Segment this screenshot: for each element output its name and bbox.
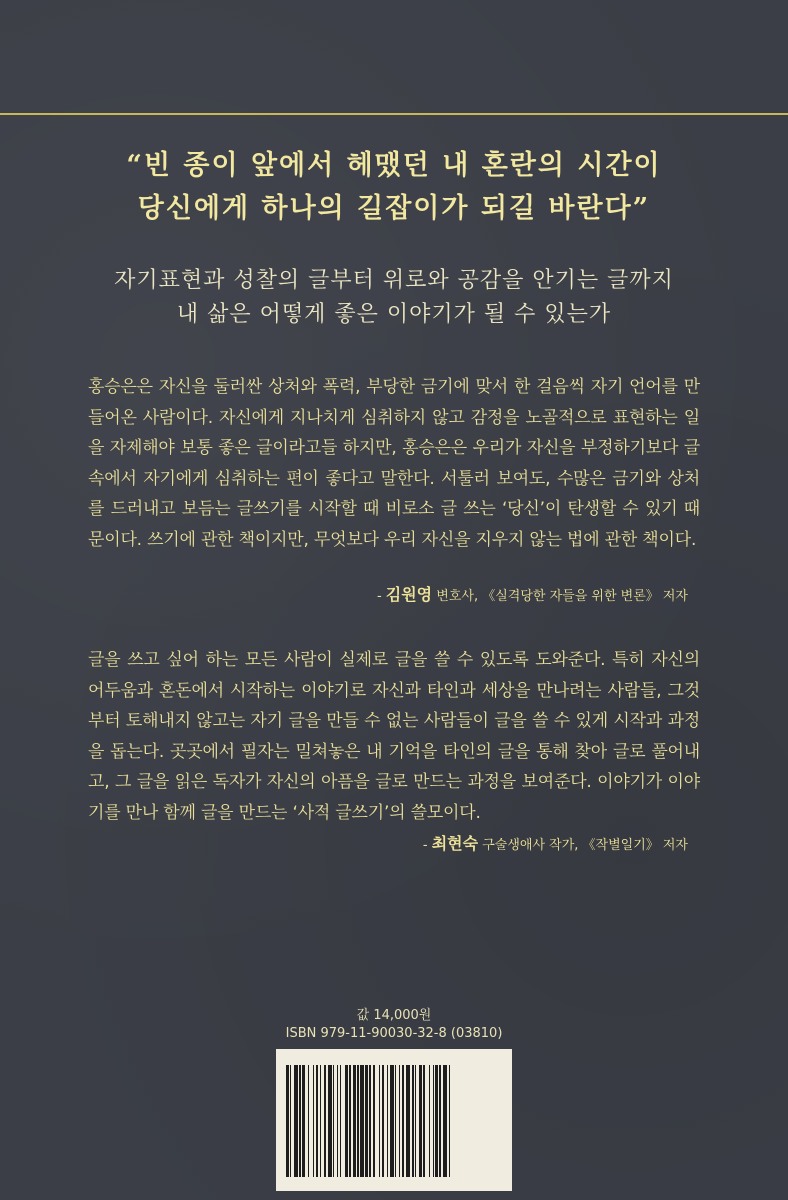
credit-author-role: 구술생애사 작가, 《작별일기》 저자 xyxy=(478,838,688,853)
credit-dash: - xyxy=(422,838,432,853)
review-credit-1 xyxy=(377,582,688,605)
review-paragraph-2: 글을 쓰고 싶어 하는 모든 사람이 실제로 글을 쓸 수 있도록 도와준다. 특히 자신의 어두움과 혼돈에서 시작하는 이야기로 자신과 타인과 세상을 만나려는 사람들, 그것부터 토해내지 않고는 자기 글을 만들 수 없는 사람들이 글을 쓸 수 있게 시작과 과정을 돕는다. 곳곳에서 필자는 밀쳐놓은 내 기억을 타인의 글을 통해 찾아 글로 풀어내고, 그 글을 읽은 독자가 자신의 아픔을 글로 만드는 과정을 보여준다. 이야기가 이야기를 만나 함께 글을 만드는 ‘사적 글쓰기’의 쓸모이다. xyxy=(88,650,700,823)
credit-author-name: 최현숙 xyxy=(431,834,479,853)
review-credit-2 xyxy=(423,831,688,854)
headline-line-2: 당신에게 하나의 길잡이가 되길 바란다” xyxy=(137,193,651,224)
barcode-bar xyxy=(450,1065,453,1177)
barcode xyxy=(276,1049,512,1191)
credit-dash: - xyxy=(376,589,386,604)
headline-line-1: “빈 종이 앞에서 헤맸던 내 혼란의 시간이 xyxy=(126,150,662,181)
credit-author-role: 변호사, 《실격당한 자들을 위한 변론》 저자 xyxy=(432,589,688,604)
top-divider xyxy=(0,113,788,115)
credit-author-name: 김원영 xyxy=(385,585,433,604)
isbn-label: ISBN 979-11-90030-32-8 (03810) xyxy=(285,1026,503,1041)
price-label: 값 14,000원 xyxy=(356,1008,432,1023)
review-paragraph-1: 홍승은은 자신을 둘러싼 상처와 폭력, 부당한 금기에 맞서 한 걸음씩 자기 언어를 만들어온 사람이다. 자신에게 지나치게 심취하지 않고 감정을 노골적으로 표현하는 일을 자제해야 보통 좋은 글이라고들 하지만, 홍승은은 우리가 자신을 부정하기보다 글 속에서 자기에게 심취하는 편이 좋다고 말한다. 서툴러 보여도, 수많은 금기와 상처를 드러내고 보듬는 글쓰기를 시작할 때 비로소 글 쓰는 ‘당신’이 탄생할 수 있기 때문이다. 쓰기에 관한 책이지만, 무엇보다 우리 자신을 지우지 않는 법에 관한 책이다. xyxy=(88,377,700,550)
subtitle-line-1: 자기표현과 성찰의 글부터 위로와 공감을 안기는 글까지 xyxy=(114,268,674,293)
subtitle-line-2: 내 삶은 어떻게 좋은 이야기가 될 수 있는가 xyxy=(176,302,612,327)
barcode-bars xyxy=(286,1065,502,1177)
